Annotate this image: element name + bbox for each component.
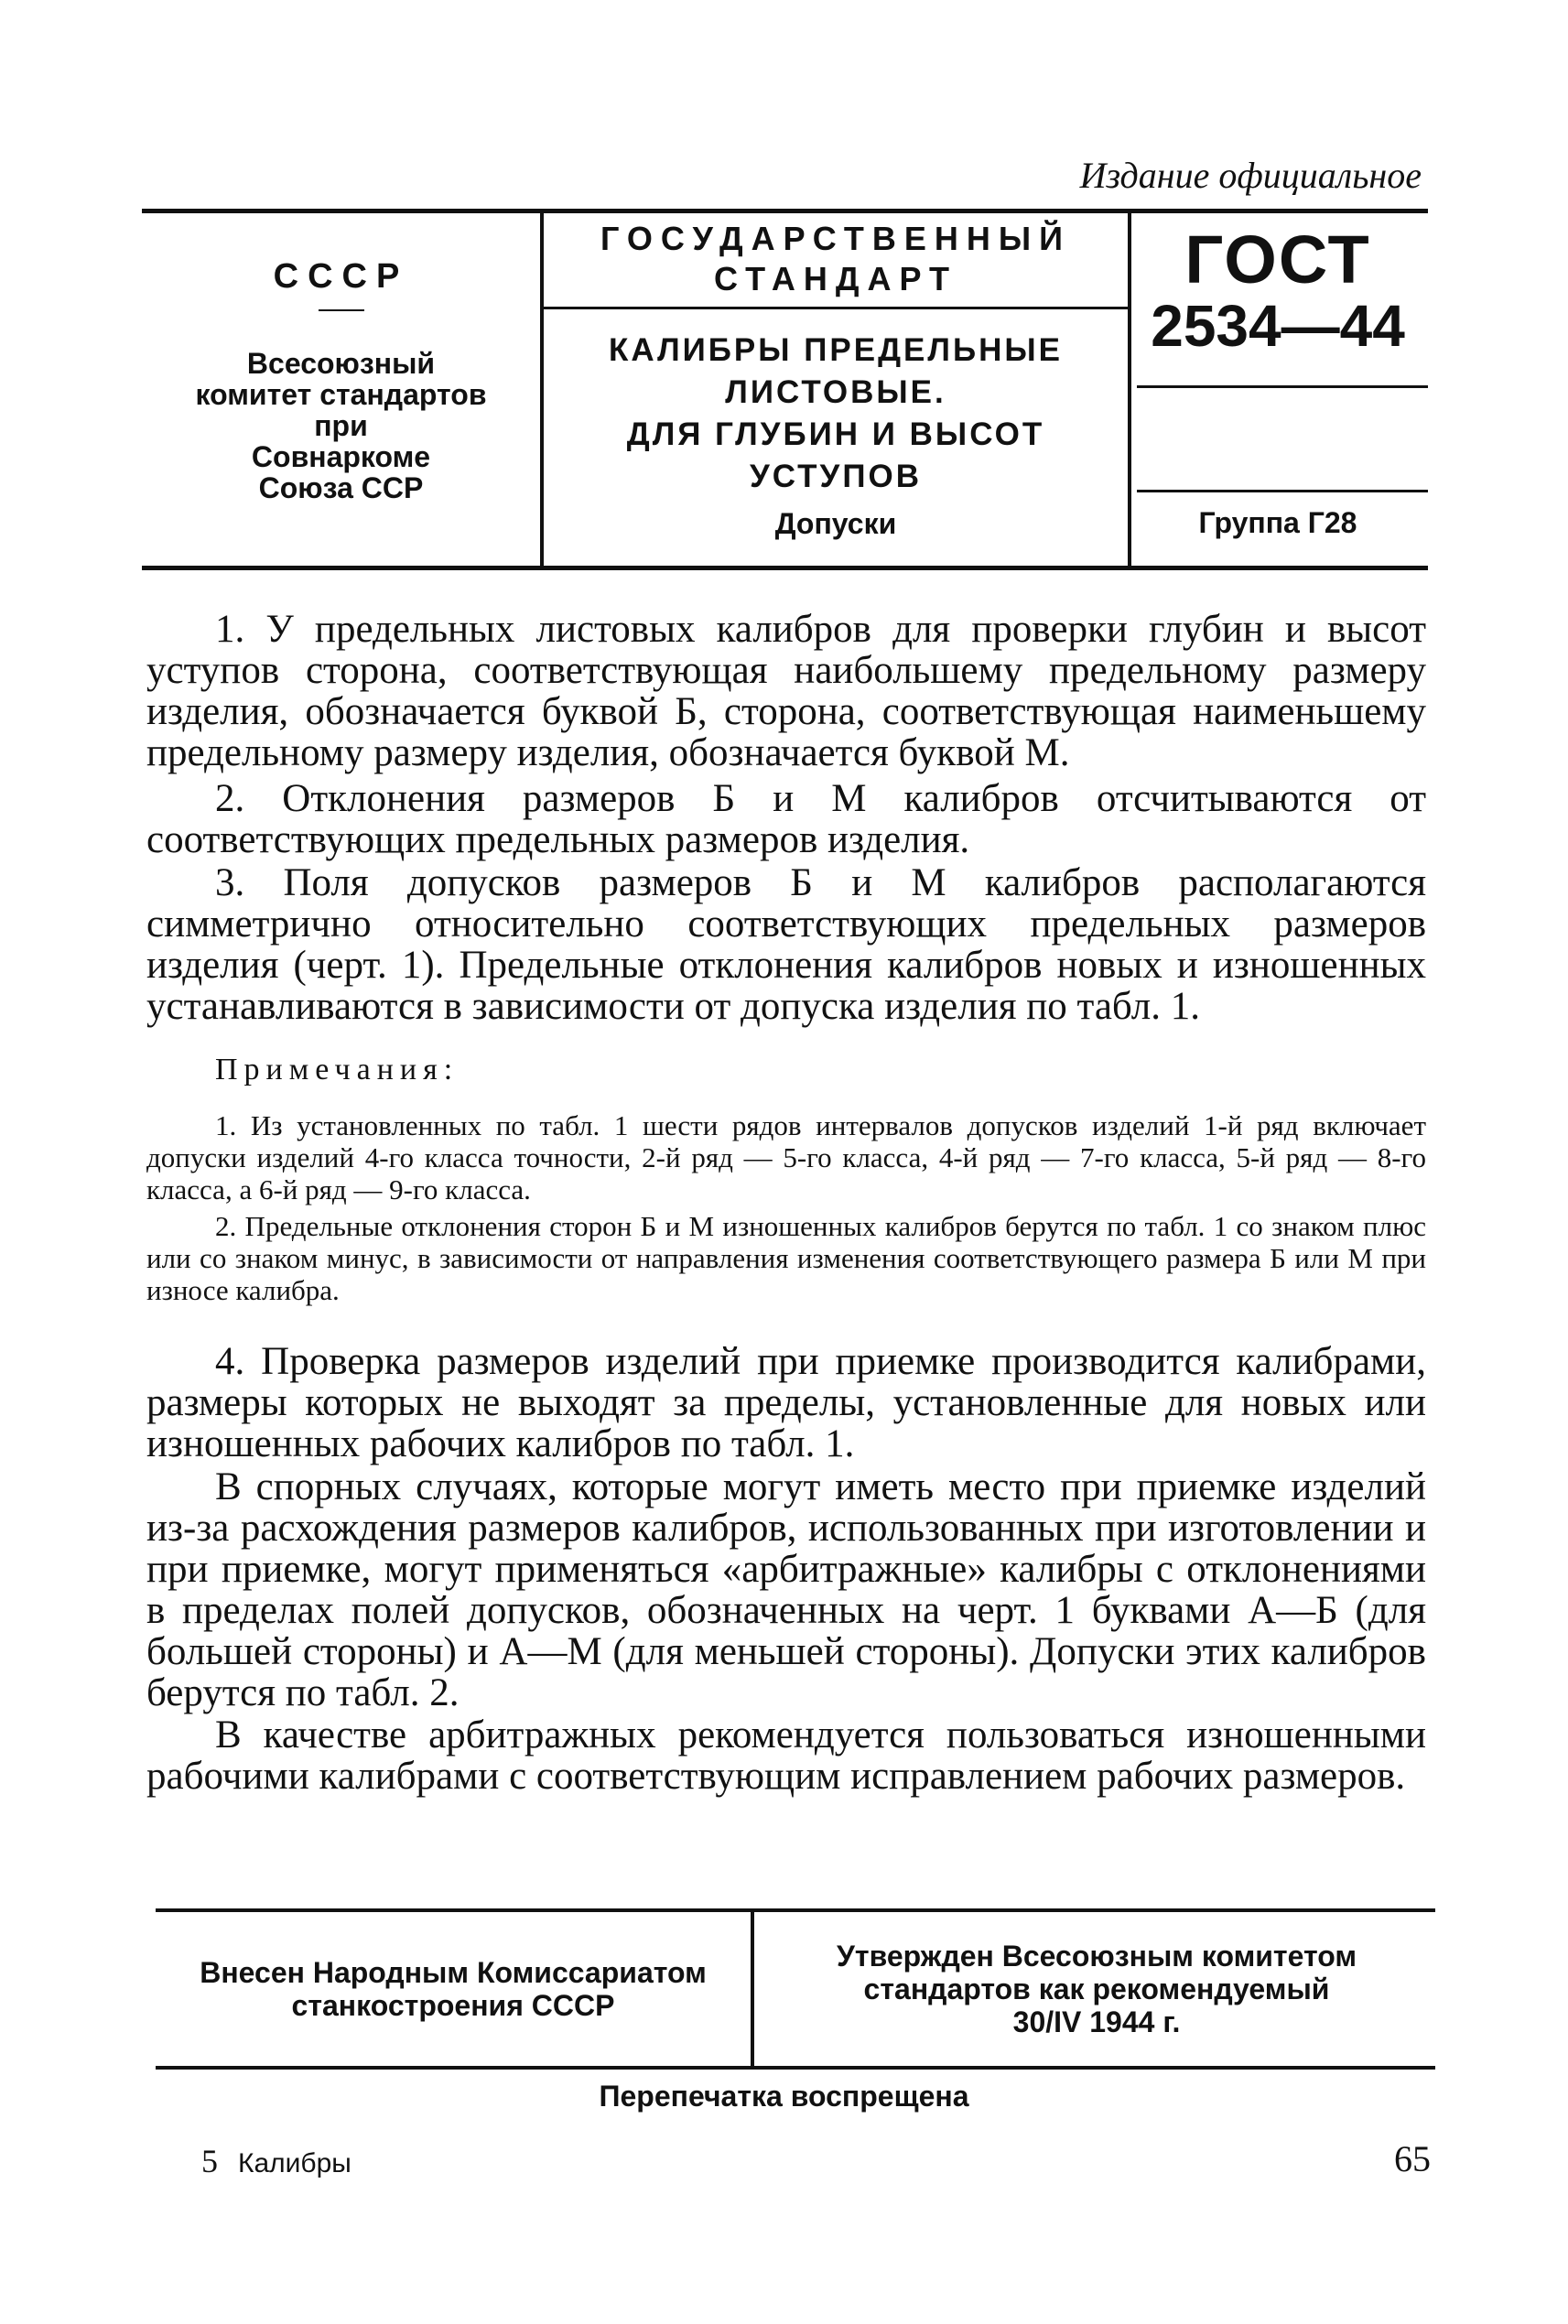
gost-number: 2534—44 [1151,293,1405,359]
paragraph-1: 1. У предельных листовых калибров для проверки глубин и высот уступов сторона, соответствующая наибольшему предельному размеру изделия, обозначается буквой Б, сторона, соответствующая наименьшему предельному размеру изделия, обозначается буквой М. [146,608,1426,774]
paragraph-5: В спорных случаях, которые могут иметь место при приемке изделий из-за расхождения размеров калибров, использованных при изготовлении и при приемке, могут применяться «арбитражные» калибры с отклонениями в пределах полей допусков, обозначенных на черт. 1 буквами А—Б (для большей стороны) и А—М (для меньшей стороны). Допуски этих калибров берутся по табл. 2. [146,1465,1426,1714]
divider [1137,385,1428,388]
standard-header [142,209,1428,570]
official-edition-label: Издание официальное [1079,155,1422,196]
page-number: 65 [1394,2138,1431,2179]
issuer-column [142,213,540,566]
introduced-by: Внесен Народным Комиссариатом станкостроения СССР [200,1956,707,2022]
footer-info-block [156,1908,1435,2070]
signature-number: 5 [201,2143,218,2179]
paragraph-2: 2. Отклонения размеров Б и М калибров отсчитываются от соответствующих предельных размеров изделия. [146,777,1426,861]
document-subtitle: Допуски [774,507,897,540]
signature-mark [201,2142,351,2180]
gost-column [1128,213,1428,566]
group-code: Группа Г28 [1198,506,1357,539]
note-1: 1. Из установленных по табл. 1 шести рядов интервалов допусков изделий 1-й ряд включает допуски изделий 4-го класса точности, 2-й ряд — 5-го класса, 4-й ряд — 7-го класса, 5-й ряд — 8-го класса, а 6-й ряд — 9-го класса. [146,1109,1426,1205]
approved-by: Утвержден Всесоюзным комитетом стандартов как рекомендуемый 30/IV 1944 г. [751,1912,1439,2066]
notes-heading: Примечания: [215,1053,460,1086]
gost-label: ГОСТ [1184,222,1371,297]
committee-name: Всесоюзный комитет стандартов при Совнаркоме Союза ССР [195,347,487,504]
divider [1137,490,1428,492]
standard-kind: ГОСУДАРСТВЕННЫЙ СТАНДАРТ [544,213,1128,309]
document-title: КАЛИБРЫ ПРЕДЕЛЬНЫЕ ЛИСТОВЫЕ. ДЛЯ ГЛУБИН И ВЫСОТ УСТУПОВ [609,332,1063,494]
paragraph-3: 3. Поля допусков размеров Б и М калибров располагаются симметрично относительно соответствующих предельных размеров изделия (черт. 1). Предельные отклонения калибров новых и изношенных устанавливаются в зависимости от допуска изделия по табл. 1. [146,861,1426,1028]
signature-category: Калибры [238,2148,351,2178]
title-column [540,213,1131,566]
note-2: 2. Предельные отклонения сторон Б и М изношенных калибров берутся по табл. 1 со знаком плюс или со знаком минус, в зависимости от направления изменения соответствующего размера Б или М при износе калибра. [146,1210,1426,1306]
country-label: СССР [273,257,409,296]
reprint-notice: Перепечатка воспрещена [599,2080,969,2113]
paragraph-4: 4. Проверка размеров изделий при приемке производится калибрами, размеры которых не выходят за пределы, установленные для новых или изношенных рабочих калибров по табл. 1. [146,1340,1426,1465]
divider [319,309,364,311]
paragraph-6: В качестве арбитражных рекомендуется пользоваться изношенными рабочими калибрами с соответствующим исправлением рабочих размеров. [146,1713,1426,1798]
